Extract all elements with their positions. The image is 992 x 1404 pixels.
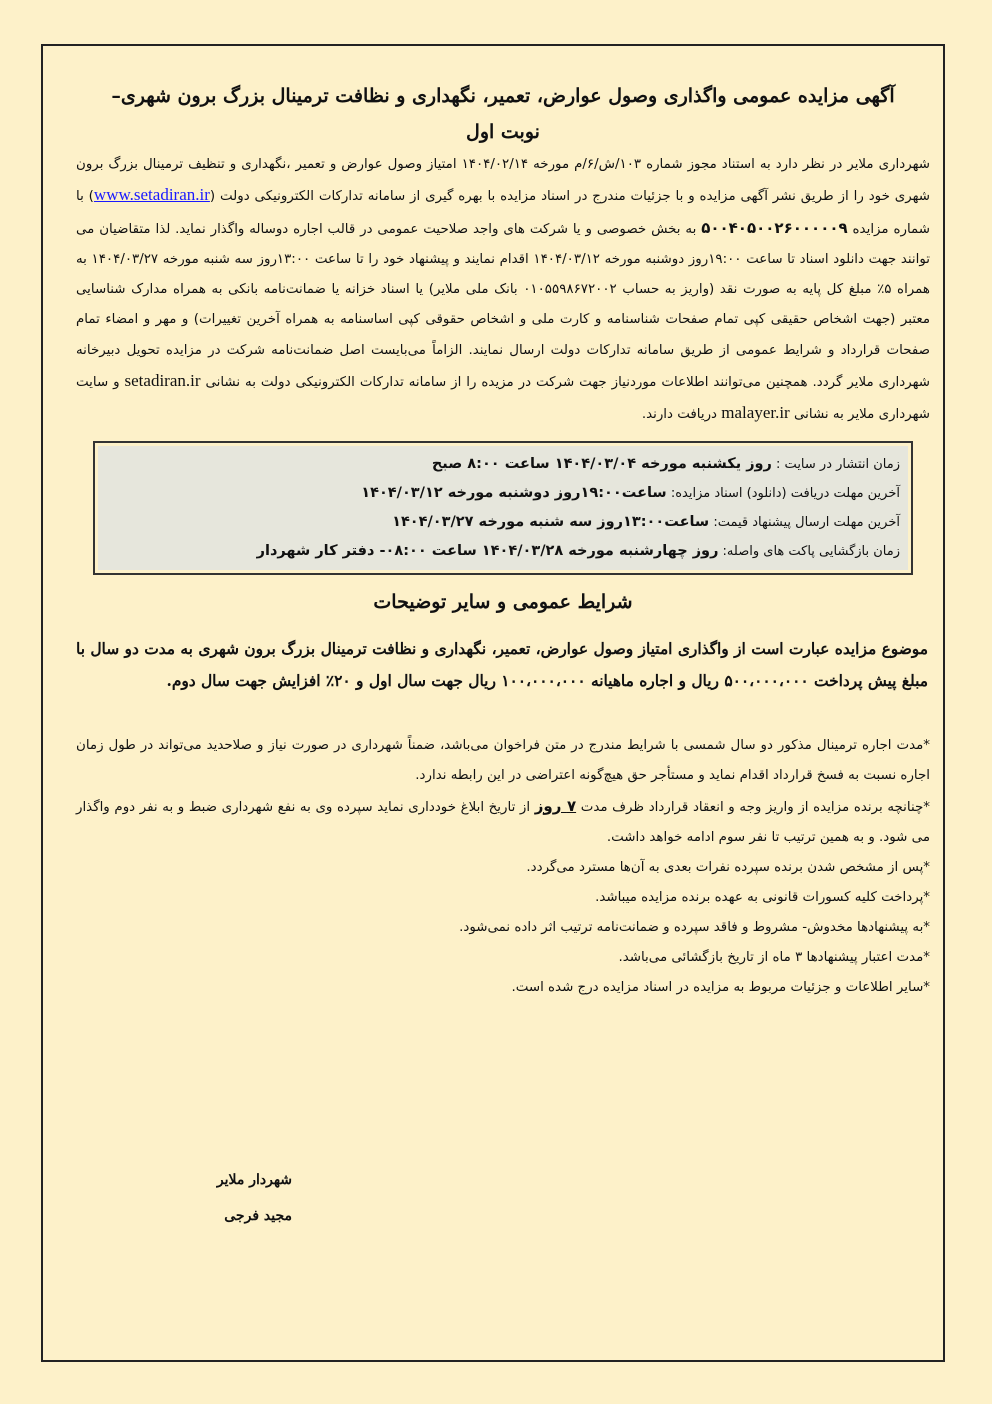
section-title: شرایط عمومی و سایر توضیحات — [373, 590, 633, 613]
condition-2-days: ۷ روز — [534, 796, 577, 815]
schedule-label: آخرین مهلت ارسال پیشنهاد قیمت: — [709, 514, 900, 530]
condition-2-text-a: *چنانچه برنده مزایده از واریز وجه و انعقاد قرارداد ظرف مدت — [576, 799, 930, 815]
title-line-1: آگهی مزایده عمومی واگذاری وصول عوارض، تعمیر، نگهداری و نظافت ترمینال بزرگ برون شهری– — [111, 85, 895, 107]
signatory-name: مجید فرجی — [224, 1208, 292, 1224]
condition-5: *به پیشنهادها مخدوش- مشروط و فاقد سپرده و ضمانت‌نامه ترتیب اثر داده نمی‌شود. — [459, 919, 930, 935]
schedule-value: ساعت۱۳:۰۰روز سه شنبه مورخه ۱۴۰۴/۰۳/۲۷ — [392, 513, 710, 530]
schedule-label: آخرین مهلت دریافت (دانلود) اسناد مزایده: — [666, 485, 900, 501]
setadiran-link[interactable]: www.setadiran.ir — [93, 185, 210, 205]
condition-6: *مدت اعتبار پیشنهادها ۳ ماه از تاریخ بازگشائی می‌باشد. — [618, 949, 930, 965]
intro-text-3: به بخش خصوصی و یا شرکت های واجد صلاحیت عمومی در قالب اجاره دوساله واگذار نماید. لذا متقاضیان می توانند جهت دانلود اسناد تا ساعت ۱۹:۰۰روز دوشنبه مورخه ۱۴۰۴/۰۳/۱۲ اقدام نمایند و پیشنهاد خود را تا ساعت ۱۳:۰۰روز سه شنبه مورخه ۱۴۰۴/۰۳/۲۷ به همراه ۵٪ مبلغ کل پایه به صورت نقد (واریز به حساب ۰۱۰۵۵۹۸۶۷۲۰۰۲ بانک ملی ملایر) یا اسناد خزانه یا ضمانت‌نامه بانکی به همراه مدارک شناسایی معتبر (جهت اشخاص حقیقی کپی تمام صفحات شناسنامه و کارت ملی و اشخاص حقوقی کپی اساسنامه به همراه آخرین تغییرات) و مهر و امضاء تمام صفحات قرارداد و شرایط عمومی از طریق سامانه تدارکات دولت ارسال نمایند. الزاماً می‌بایست اصل ضمانت‌نامه شرکت در مزایده تحویل دبیرخانه شهرداری ملایر گردد. همچنین می‌توانند اطلاعات موردنیاز جهت شرکت در مزیده را از سامانه تدارکات الکترونیکی دولت به نشانی — [76, 221, 930, 391]
auction-subject: موضوع مزایده عبارت است از واگذاری امتیاز وصول عوارض، تعمیر، نگهداری و نظافت ترمینال بزرگ برون شهری به مدت دو سال با مبلغ پیش پرداخت ۵۰۰،۰۰۰،۰۰۰ ریال و اجاره ماهیانه ۱۰۰،۰۰۰،۰۰۰ ریال جهت سال اول و ۲۰٪ افزایش جهت سال دوم. — [76, 639, 928, 690]
schedule-row-submit — [106, 508, 900, 537]
announcement-body — [76, 78, 930, 1003]
schedule-inner — [98, 446, 908, 570]
condition-2-text-b: از تاریخ ابلاغ خودداری نماید سپرده وی به نفع شهرداری ضبط و به نفر دوم واگذار می شود. و به همین ترتیب تا نفر سوم ادامه خواهد داشت. — [76, 799, 930, 845]
intro-paragraph — [76, 150, 930, 431]
schedule-row-publish — [106, 450, 900, 479]
schedule-value: روز یکشنبه مورخه ۱۴۰۴/۰۳/۰۴ ساعت ۸:۰۰ صبح — [431, 455, 772, 472]
schedule-box — [93, 441, 913, 575]
condition-1: *مدت اجاره ترمینال مذکور دو سال شمسی با شرایط مندرج در متن فراخوان می‌باشد، ضمناً شهرداری در صورت نیاز و صلاحدید می‌تواند در طول زمان اجاره نسبت به فسخ قرارداد اقدام نماید و مستأجر حق هیچ‌گونه اعتراضی در این رابطه ندارد. — [76, 737, 930, 783]
schedule-value: ساعت۱۹:۰۰روز دوشنبه مورخه ۱۴۰۴/۰۳/۱۲ — [361, 484, 667, 501]
intro-text-1: شهرداری ملایر در نظر دارد به استناد مجوز شماره ۱۰۳/ش/۶/م مورخه ۱۴۰۴/۰۲/۱۴ امتیاز وصول عوارض و تعمیر ،نگهداری و تنظیف ترمینال بزرگ برون شهری خود را از طریق نشر آگهی مزایده و با جزئیات مندرج در اسناد مزایده با بهره گیری از سامانه تدارکات الکترونیکی دولت ( — [76, 157, 930, 205]
schedule-row-download — [106, 479, 900, 508]
condition-4: *پرداخت کلیه کسورات قانونی به عهده برنده مزایده میباشد. — [595, 889, 930, 905]
signatory-title: شهردار ملایر — [216, 1172, 292, 1188]
schedule-label: زمان بازگشایی پاکت های واصله: — [718, 543, 900, 559]
condition-3: *پس از مشخص شدن برنده سپرده نفرات بعدی به آن‌ها مسترد می‌گردد. — [526, 859, 930, 875]
schedule-value: روز چهارشنبه مورخه ۱۴۰۴/۰۳/۲۸ ساعت ۰۸:۰۰- دفتر کار شهردار — [256, 542, 719, 559]
schedule-label: زمان انتشار در سایت : — [771, 456, 900, 472]
title-line-2: نوبت اول — [466, 121, 540, 143]
signature-block — [182, 1162, 292, 1234]
condition-7: *سایر اطلاعات و جزئیات مربوط به مزایده در اسناد مزایده درج شده است. — [511, 979, 930, 995]
schedule-row-opening — [106, 537, 900, 566]
malayer-address: malayer.ir — [721, 403, 790, 423]
intro-text-4: و سایت شهرداری ملایر به نشانی — [76, 375, 930, 423]
intro-text-5: دریافت دارند. — [641, 407, 722, 423]
condition-2 — [76, 791, 930, 853]
intro-text-2: ) با شماره مزایده — [76, 189, 930, 237]
announcement-title — [76, 78, 930, 150]
setadiran-address: setadiran.ir — [124, 371, 201, 391]
auction-number: ۵۰۰۴۰۵۰۰۲۶۰۰۰۰۰۹ — [701, 218, 848, 237]
